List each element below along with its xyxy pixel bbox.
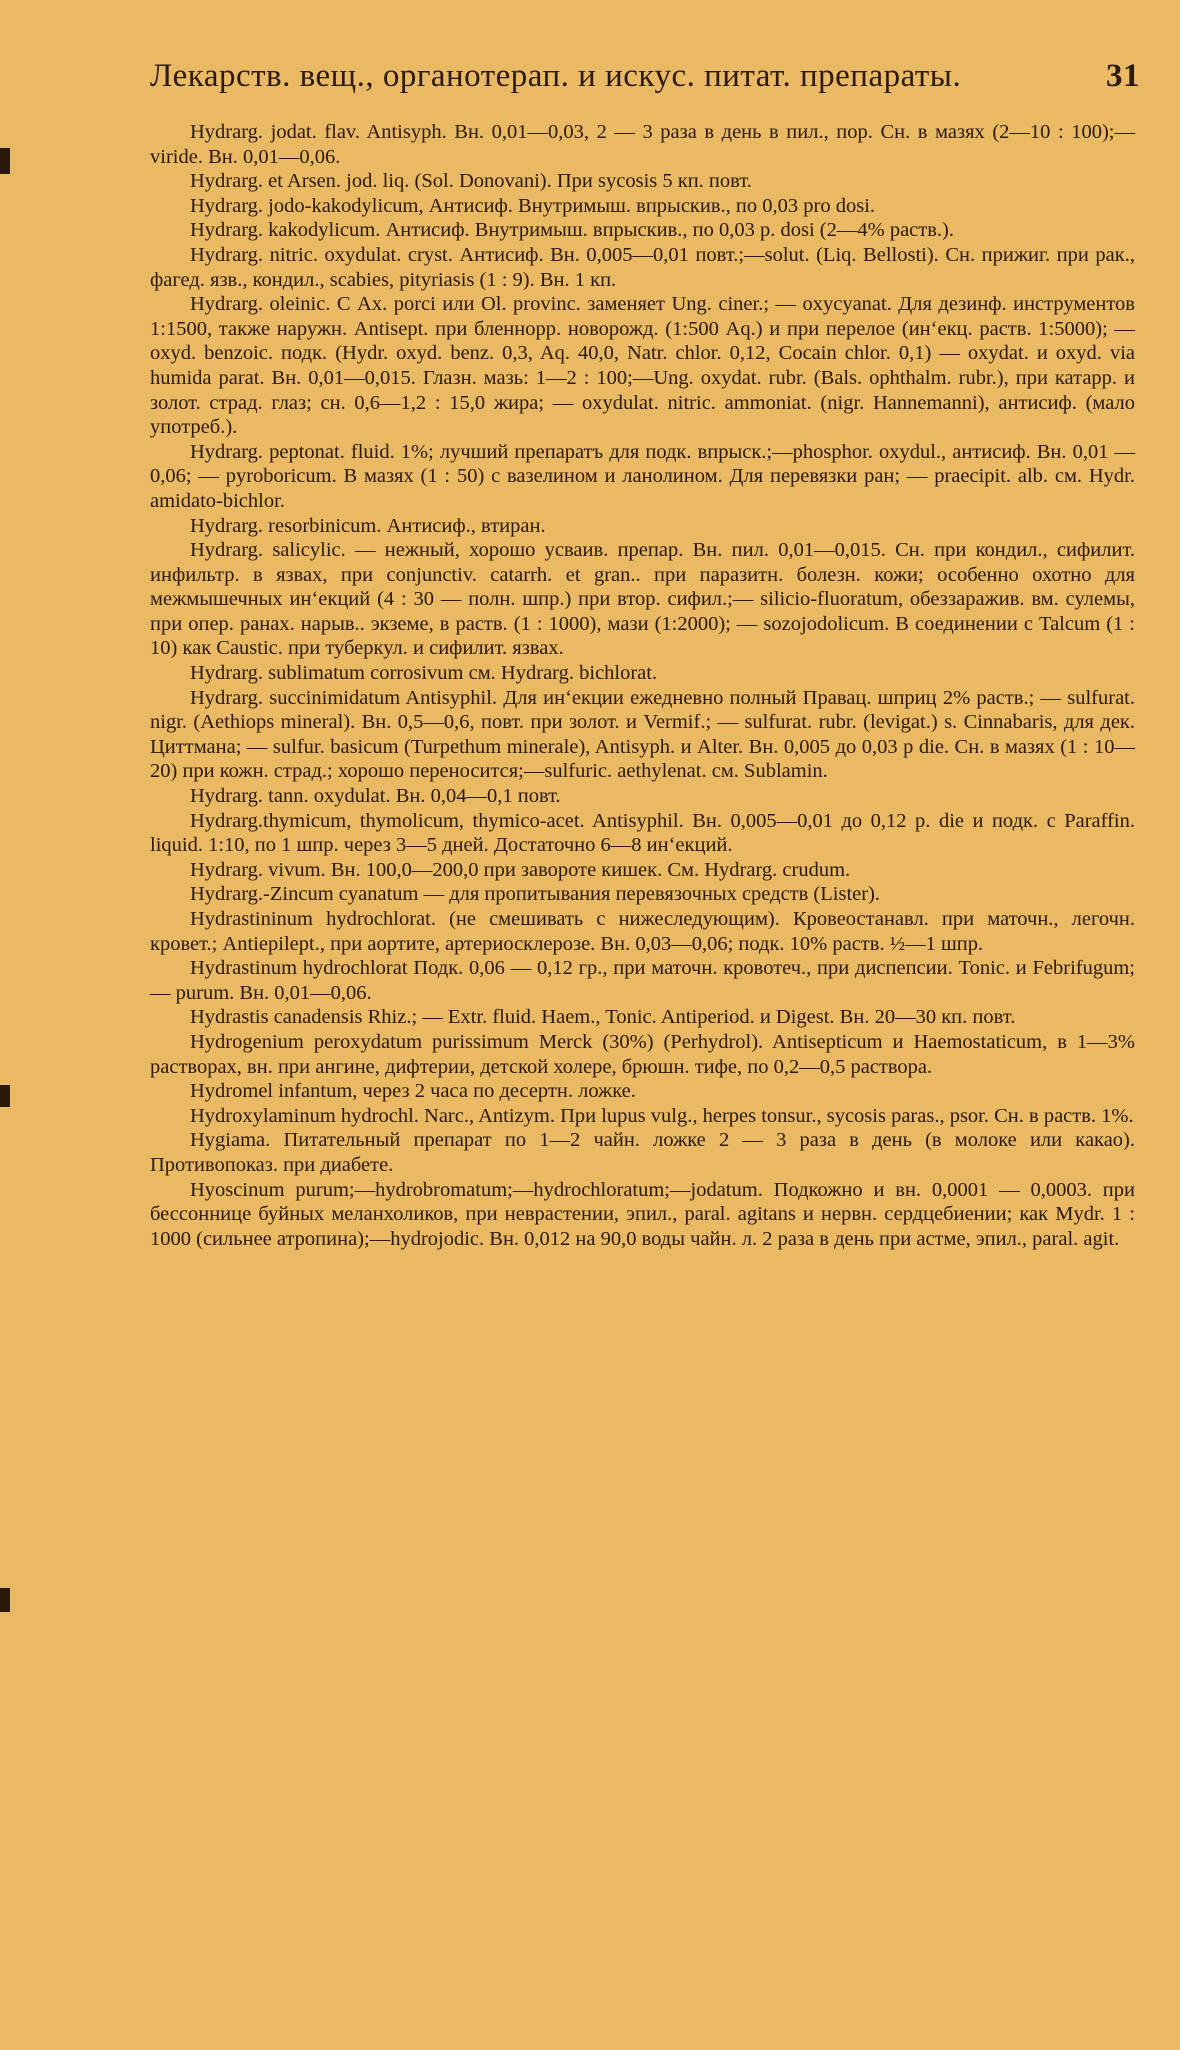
header-title: Лекарств. вещ., органотерап. и искус. питат. препараты. <box>150 58 962 94</box>
entry: Hydrarg.-Zincum cyanatum — для пропитывания перевязочных средств (Lister). <box>190 883 881 906</box>
entry: Hygiama. Питательный препарат по 1—2 чайн. ложке 2 — 3 раза в день (в молоке или какао). Противопоказ. при диабете. <box>150 1129 1135 1176</box>
entry: Hyoscinum purum;—hydrobromatum;—hydrochloratum;—jodatum. Подкожно и вн. 0,0001 — 0,0003. при бессоннице буйных меланхоликов, при неврастении, эпил., paral. agitans и нервн. сердцебиении; как Mydr. 1 : 1000 (сильнее атропина);—hydrojodic. Вн. 0,012 на 90,0 воды чайн. л. 2 раза в день при астме, эпил., paral. agit. <box>150 1178 1135 1250</box>
entry: Hydroxylaminum hydrochl. Narc., Antizym. При lupus vulg., herpes tonsur., sycosis paras., psor. Сн. в раств. 1%. <box>190 1104 1134 1127</box>
entry: Hydrarg. resorbinicum. Антисиф., втиран. <box>190 514 546 537</box>
page-edge-mark <box>0 148 10 174</box>
entry: Hydrarg. vivum. Вн. 100,0—200,0 при завороте кишек. См. Hydrarg. crudum. <box>190 858 851 881</box>
entry: Hydrarg.thymicum, thymolicum, thymico-acet. Antisyphil. Вн. 0,005—0,01 до 0,12 p. die и подк. с Paraffin. liquid. 1:10, по 1 шпр. через 3—5 дней. Достаточно 6—8 ин‘екций. <box>150 809 1135 857</box>
entry: Hydrarg. salicylic. — нежный, хорошо усваив. препар. Вн. пил. 0,01—0,015. Сн. при кондил., сифилит. инфильтр. в язвах, при conjunctiv. catarrh. et gran.. при паразитн. болезн. кожи; особенно охотно для межмышечных ин‘екций (4 : 30 — полн. шпр.) при втор. сифил.;— silicio-fluoratum, обеззаражив. вм. сулемы, при опер. ранах. нарыв.. экземе, в раств. (1 : 1000), мази (1:2000); — sozojodolicum. В соединении с Talcum (1 : 10) как Caustic. при туберкул. и сифилит. язвах. <box>150 539 1135 660</box>
entry: Hydromel infantum, через 2 часа по десертн. ложке. <box>190 1080 636 1103</box>
entry: Hydrarg. peptonat. fluid. 1%; лучший препаратъ для подк. впрыск.;—phosphor. oxydul., антисиф. Вн. 0,01 — 0,06; — pyroboricum. В мазях (1 : 50) с вазелином и ланолином. Для перевязки ран; — praecipit. alb. см. Hydr. amidato-bichlor. <box>150 440 1135 512</box>
entry: Hydrarg. kakodylicum. Антисиф. Внутримыш. впрыскив., по 0,03 p. dosi (2—4% раств.). <box>190 219 954 242</box>
running-header <box>150 58 1140 108</box>
entry: Hydrogenium peroxydatum purissimum Merck (30%) (Perhydrol). Antisepticum и Haemostaticum, в 1—3% растворах, вн. при ангине, дифтерии, детской холере, брюшн. тифе, по 0,2—0,5 раствора. <box>150 1030 1135 1078</box>
entry: Hydrastinum hydrochlorat Подк. 0,06 — 0,12 гр., при маточн. кровотеч., при диспепсии. Tonic. и Febrifugum; — purum. Вн. 0,01—0,06. <box>150 957 1135 1004</box>
entry: Hydrarg. nitric. oxydulat. cryst. Антисиф. Вн. 0,005—0,01 повт.;—solut. (Liq. Bellosti). Сн. прижиг. при рак., фагед. язв., кондил., scabies, pityriasis (1 : 9). Вн. 1 кп. <box>150 243 1135 291</box>
entry: Hydrarg. succinimidatum Antisyphil. Для ин‘екции ежедневно полный Правац. шприц 2% раств.; — sulfurat. nigr. (Aethiops mineral). Вн. 0,5—0,6, повт. при золот. и Vermif.; — sulfurat. rubr. (levigat.) s. Cinnabaris, для дек. Циттмана; — sulfur. basicum (Turpethum minerale), Antisyph. и Alter. Вн. 0,005 до 0,03 p die. Сн. в мазях (1 : 10—20) при кожн. страд.; хорошо переносится;—sulfuric. aethylenat. см. Sublamin. <box>150 686 1135 783</box>
page-edge-mark <box>0 1588 10 1612</box>
entry: Hydrarg. tann. oxydulat. Вн. 0,04—0,1 повт. <box>190 785 561 808</box>
entry: Hydrarg. jodo-kakodylicum, Антисиф. Внутримыш. впрыскив., по 0,03 pro dosi. <box>190 194 876 217</box>
entry: Hydrastininum hydrochlorat. (не смешивать с нижеследующим). Кровеостанавл. при маточн., легочн. кровет.; Antiepilept., при аортите, артериосклерозе. Вн. 0,03—0,06; подк. 10% раств. ½—1 шпр. <box>150 908 1135 955</box>
entries-list <box>150 120 1135 1251</box>
page-edge-mark <box>0 1085 10 1107</box>
page-number: 31 <box>1106 58 1140 94</box>
entry: Hydrarg. et Arsen. jod. liq. (Sol. Donovani). При sycosis 5 кп. повт. <box>190 170 752 193</box>
entry: Hydrarg. jodat. flav. Antisyph. Вн. 0,01—0,03, 2 — 3 раза в день в пил., пор. Сн. в мазях (2—10 : 100);—viride. Вн. 0,01—0,06. <box>150 121 1135 168</box>
entry: Hydrastis canadensis Rhiz.; — Extr. fluid. Haem., Tonic. Antiperiod. и Digest. Вн. 20—30 кп. повт. <box>190 1006 1016 1029</box>
entry: Hydrarg. oleinic. С Ax. porci или Ol. provinc. заменяет Ung. ciner.; — oxycyanat. Для дезинф. инструментов 1:1500, также наружн. Antisept. при бленнорр. новорожд. (1:500 Aq.) и при перелое (ин‘екц. раств. 1:5000); — oxyd. benzoic. подк. (Hydr. oxyd. benz. 0,3, Aq. 40,0, Natr. chlor. 0,12, Cocain chlor. 0,1) — oxydat. и oxyd. via humida parat. Вн. 0,01—0,015. Глазн. мазь: 1—2 : 100;—Ung. oxydat. rubr. (Bals. ophthalm. rubr.), при катарр. и золот. страд. глаз; сн. 0,6—1,2 : 15,0 жира; — oxydulat. nitric. ammoniat. (nigr. Hannemanni), антисиф. (мало употреб.). <box>150 293 1135 439</box>
entry: Hydrarg. sublimatum corrosivum см. Hydrarg. bichlorat. <box>190 662 658 685</box>
